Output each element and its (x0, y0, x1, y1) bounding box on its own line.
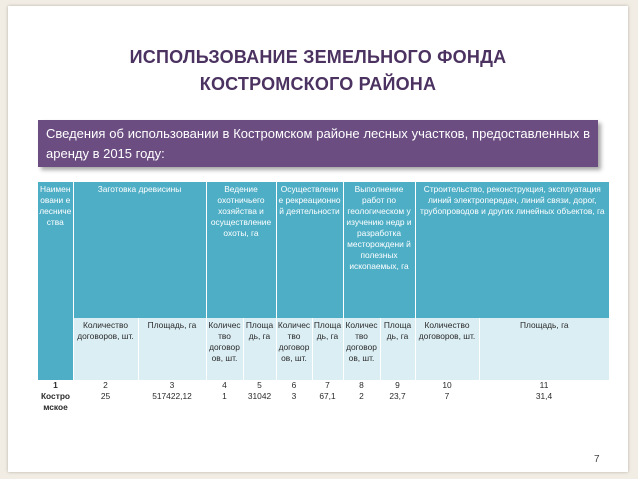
column-number: 3 (138, 380, 206, 391)
table-subheader-row (38, 318, 609, 380)
column-number: 11 (479, 380, 609, 391)
column-number: 2 (73, 380, 138, 391)
table-cell: 31,4 (479, 391, 609, 413)
table-cell: 1 (206, 391, 243, 413)
column-number: 1 (38, 380, 73, 391)
subtitle-banner (38, 120, 598, 167)
header-construction: Строительство, реконструкция, эксплуатация линий электропередач, линий связи, дорог, трубопроводов и других линейных объектов, га (415, 182, 609, 318)
slide-title (8, 44, 628, 98)
table-cell: 25 (73, 391, 138, 413)
column-number: 9 (380, 380, 415, 391)
subheader-cell: Площадь, га (479, 318, 609, 380)
table-cell: 517422,12 (138, 391, 206, 413)
subheader-cell: Площадь, га (243, 318, 276, 380)
forest-lease-table (38, 182, 609, 413)
column-number: 4 (206, 380, 243, 391)
page-number: 7 (594, 454, 600, 465)
table-cell: 67,1 (312, 391, 343, 413)
title-line-1: ИСПОЛЬЗОВАНИЕ ЗЕМЕЛЬНОГО ФОНДА (129, 47, 507, 67)
subheader-cell: Количество договоров, шт. (206, 318, 243, 380)
column-number: 10 (415, 380, 479, 391)
subheader-cell: Количество договоров, шт. (415, 318, 479, 380)
subheader-cell: Количество договоров, шт. (276, 318, 312, 380)
column-number-row (38, 380, 609, 391)
table-row (38, 391, 609, 413)
column-number: 7 (312, 380, 343, 391)
table-cell: 23,7 (380, 391, 415, 413)
subheader-cell: Площадь, га (380, 318, 415, 380)
header-forestry-name: Наименовани е лесничества (38, 182, 73, 380)
slide (8, 6, 628, 472)
subheader-cell: Площадь, га (138, 318, 206, 380)
subheader-cell: Количество договоров, шт. (73, 318, 138, 380)
header-recreation: Осуществлени е рекреационно й деятельности (276, 182, 343, 318)
header-hunting: Ведение охотничьего хозяйства и осуществление охоты, га (206, 182, 276, 318)
subheader-cell: Количество договоров, шт. (343, 318, 380, 380)
column-number: 6 (276, 380, 312, 391)
header-timber-harvest: Заготовка древисины (73, 182, 206, 318)
column-number: 8 (343, 380, 380, 391)
header-geology: Выполнение работ по геологическом у изучению недр и разработка месторождени й полезных ископаемых, га (343, 182, 415, 318)
title-line-2: КОСТРОМСКОГО РАЙОНА (199, 74, 437, 94)
table-header-row (38, 182, 609, 318)
subtitle-text: Сведения об использовании в Костромском районе лесных участков, предоставленных в аренду в 2015 году: (46, 126, 590, 161)
forestry-name-cell: Костромское (38, 391, 73, 413)
table-cell: 3 (276, 391, 312, 413)
table-cell: 7 (415, 391, 479, 413)
table-cell: 2 (343, 391, 380, 413)
column-number: 5 (243, 380, 276, 391)
subheader-cell: Площадь, га (312, 318, 343, 380)
table-cell: 31042 (243, 391, 276, 413)
